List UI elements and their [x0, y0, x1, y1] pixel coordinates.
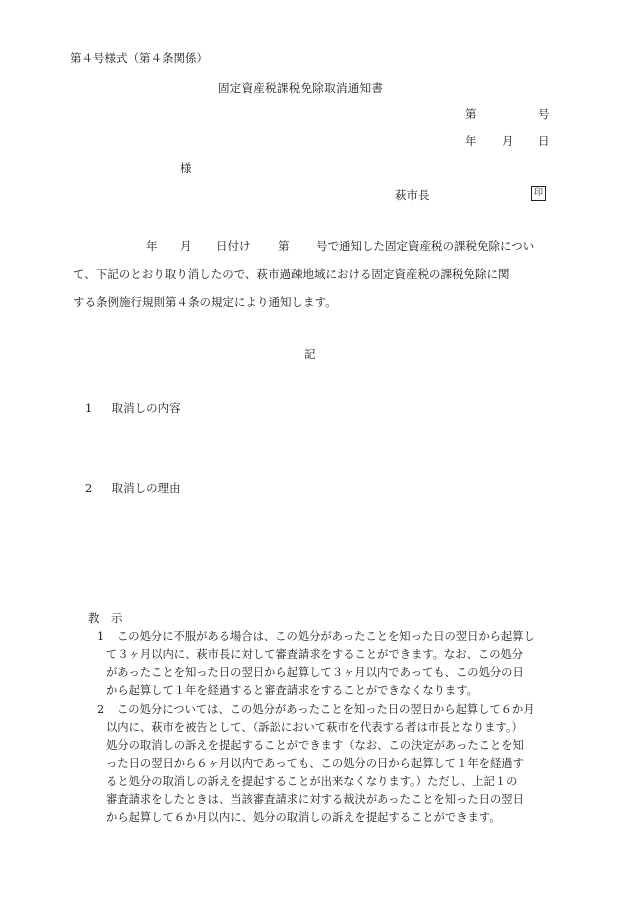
seal-mark: 印	[531, 186, 546, 201]
notice-item-2-line: 審査請求をしたときは、当該審査請求に対する裁決があったことを知った日の翌日	[106, 793, 524, 806]
body-month: 月	[180, 239, 192, 253]
section-1-label: 取消しの内容	[111, 401, 181, 415]
notice-item-2-line: った日の翌日から６ヶ月以内であっても、この処分の日から起算して１年を経過す	[106, 757, 524, 770]
section-2-number: 2	[85, 481, 93, 495]
notice-item-2-line: 処分の取消しの訴えを提起することができます（なお、この決定があったことを知	[106, 739, 524, 752]
notice-item-2-line: 以内に、萩市を被告として、（訴訟において萩市を代表する者は市長となります。）	[106, 721, 523, 734]
body-day: 日付け	[216, 239, 251, 253]
body-year: 年	[146, 239, 158, 253]
ki-heading: 記	[304, 347, 316, 361]
notice-item-2-line: この処分については、この処分があったことを知った日の翌日から起算して６か月	[117, 703, 535, 716]
document-title: 固定資産税課税免除取消通知書	[218, 81, 384, 95]
date-day: 日	[538, 134, 550, 148]
notice-item-1-line: この処分に不服がある場合は、この処分があったことを知った日の翌日から起算し	[117, 630, 535, 643]
notice-item-2-number: 2	[97, 703, 105, 716]
notice-item-1-number: 1	[97, 630, 105, 643]
date-year: 年	[465, 134, 477, 148]
notice-item-2-line: から起算して６か月以内に、処分の取消しの訴えを提起することができます。	[106, 811, 501, 824]
date-month: 月	[502, 134, 514, 148]
number-prefix: 第	[465, 107, 477, 121]
form-label: 第４号様式（第４条関係）	[70, 51, 208, 65]
section-1-number: 1	[85, 401, 93, 415]
number-suffix: 号	[538, 107, 550, 121]
section-2	[85, 482, 181, 496]
notice-item-2-line: ると処分の取消しの訴えを提起することが出来なくなります。）ただし、上記１の	[106, 775, 518, 788]
recipient-honorific: 様	[180, 161, 192, 175]
notice-item-1-line: から起算して１年を経過すると審査請求をすることができなくなります。	[106, 684, 478, 697]
body-line-3: する条例施行規則第４条の規定により通知します。	[73, 295, 337, 309]
notice-title: 教 示	[88, 611, 123, 625]
notice-item-1-line: て３ヶ月以内に、萩市長に対して審査請求をすることができます。なお、この処分	[106, 648, 524, 661]
section-2-label: 取消しの理由	[111, 481, 181, 495]
body-no-prefix: 第	[278, 239, 290, 253]
section-1	[85, 402, 181, 416]
body-line1-rest: 号で通知した固定資産税の課税免除につい	[316, 239, 535, 253]
notice-item-1-line: があったことを知った日の翌日から起算して３ヶ月以内であっても、この処分の日	[106, 666, 524, 679]
issuer-name: 萩市長	[395, 188, 430, 202]
body-line-2: て、下記のとおり取り消したので、萩市過疎地域における固定資産税の課税免除に関	[73, 267, 510, 281]
